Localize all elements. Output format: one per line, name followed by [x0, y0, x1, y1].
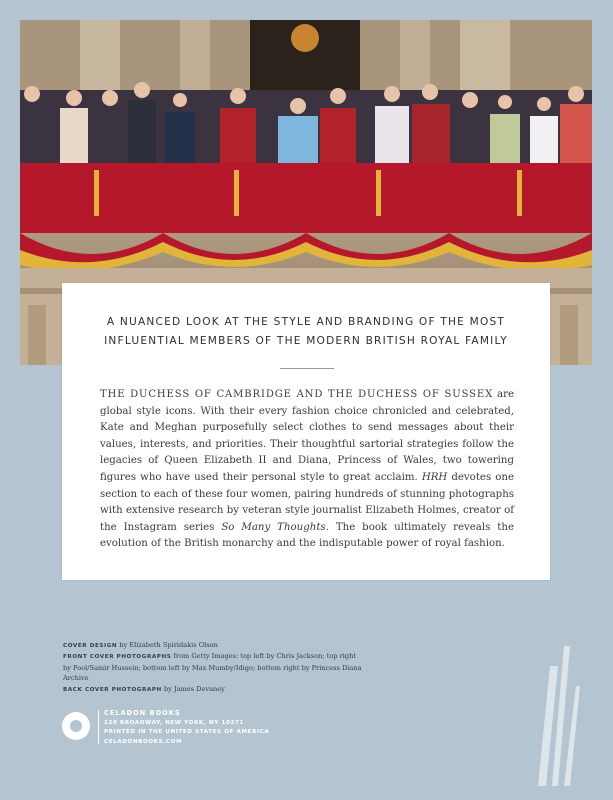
- watermark-barcode-icon: [518, 626, 580, 786]
- description-card: [62, 283, 550, 580]
- publisher-block: [62, 706, 322, 746]
- blurb-part-3: . The book ultimately reveals the evolution of the British monarchy and the indisputable power of royal fashion.: [100, 521, 514, 550]
- publisher-name: CELADON BOOKS: [104, 709, 181, 717]
- divider-rule: [280, 368, 334, 369]
- publisher-address: 120 BROADWAY, NEW YORK, NY 10271: [104, 719, 244, 726]
- people-group: [20, 82, 592, 170]
- celadon-logo-icon: [62, 712, 90, 740]
- credit-cover-design: COVER DESIGN by Elizabeth Spiridakis Olson: [63, 641, 218, 649]
- credit-front-photos: FRONT COVER PHOTOGRAPHS from Getty Images: top left by Chris Jackson; top right by Pool/Samir Hussein; bottom left by Max Mumby/Idigo; bottom right by Princess Diana Archive: [63, 652, 362, 683]
- book-title: HRH: [421, 471, 448, 483]
- publisher-printed: PRINTED IN THE UNITED STATES OF AMERICA: [104, 729, 270, 736]
- publisher-website: CELADONBOOKS.COM: [104, 738, 183, 745]
- photo-credits: [63, 640, 363, 695]
- publisher-info: [104, 709, 269, 747]
- publisher-divider: [98, 710, 99, 744]
- blurb: [100, 387, 514, 553]
- headline-line-2: INFLUENTIAL MEMBERS OF THE MODERN BRITISH ROYAL FAMILY: [104, 335, 508, 347]
- headline-line-1: A NUANCED LOOK AT THE STYLE AND BRANDING OF THE MOST: [106, 316, 506, 328]
- blurb-lead: THE DUCHESS OF CAMBRIDGE AND THE DUCHESS OF SUSSEX: [100, 389, 494, 400]
- series-title: So Many Thoughts: [221, 521, 326, 533]
- blurb-part-2: devotes one section to each of these four women, pairing hundreds of stunning photographs with extensive research by veteran style journalist Elizabeth Holmes, creator of the Instagram series: [100, 471, 514, 533]
- blurb-part-1: are global style icons. With their every fashion choice chronicled and celebrated, Kate and Meghan purposefully select clothes to send messages about their values, interests, and priorities. Their thoughtful sartorial strategies follow the legacies of Queen Elizabeth II and Diana, Princess of Wales, two towering figures who have used their personal style to great acclaim.: [100, 389, 514, 483]
- credit-back-photo: BACK COVER PHOTOGRAPH by James Devaney: [63, 684, 225, 693]
- headline: [62, 313, 550, 351]
